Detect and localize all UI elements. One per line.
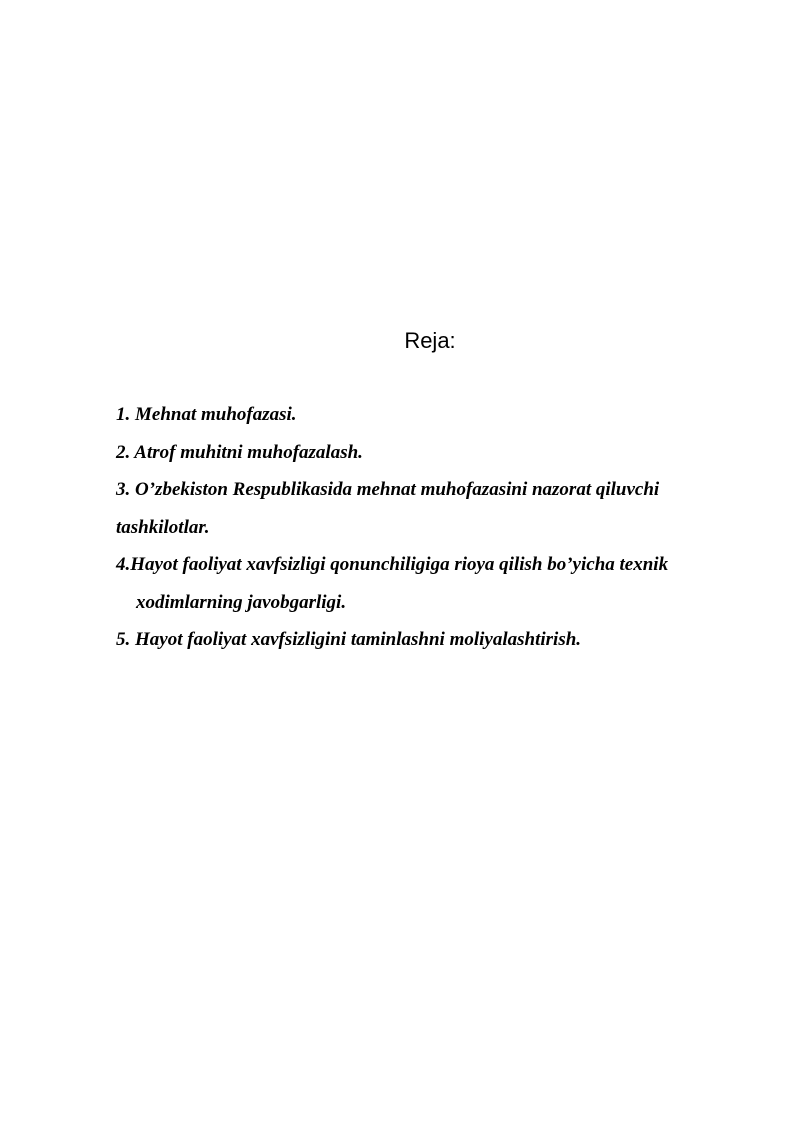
plan-list (116, 396, 756, 659)
plan-item-2: 2. Atrof muhitni muhofazalash. (116, 441, 363, 463)
plan-item-4-line-1: 4.Hayot faoliyat xavfsizligi qonunchiligiga rioya qilish bo’yicha texnik (116, 554, 669, 575)
plan-item-4-line-2: xodimlarning javobgarligi. (136, 591, 347, 613)
plan-item-3-line-1: 3. O’zbekiston Respublikasida mehnat muhofazasini nazorat qiluvchi (116, 479, 660, 500)
plan-item-5: 5. Hayot faoliyat xavfsizligini taminlashni moliyalashtirish. (116, 629, 582, 650)
page-title: Reja: (404, 328, 456, 353)
plan-item-1: 1. Mehnat muhofazasi. (116, 404, 297, 425)
plan-item-3-line-2: tashkilotlar. (116, 516, 210, 538)
